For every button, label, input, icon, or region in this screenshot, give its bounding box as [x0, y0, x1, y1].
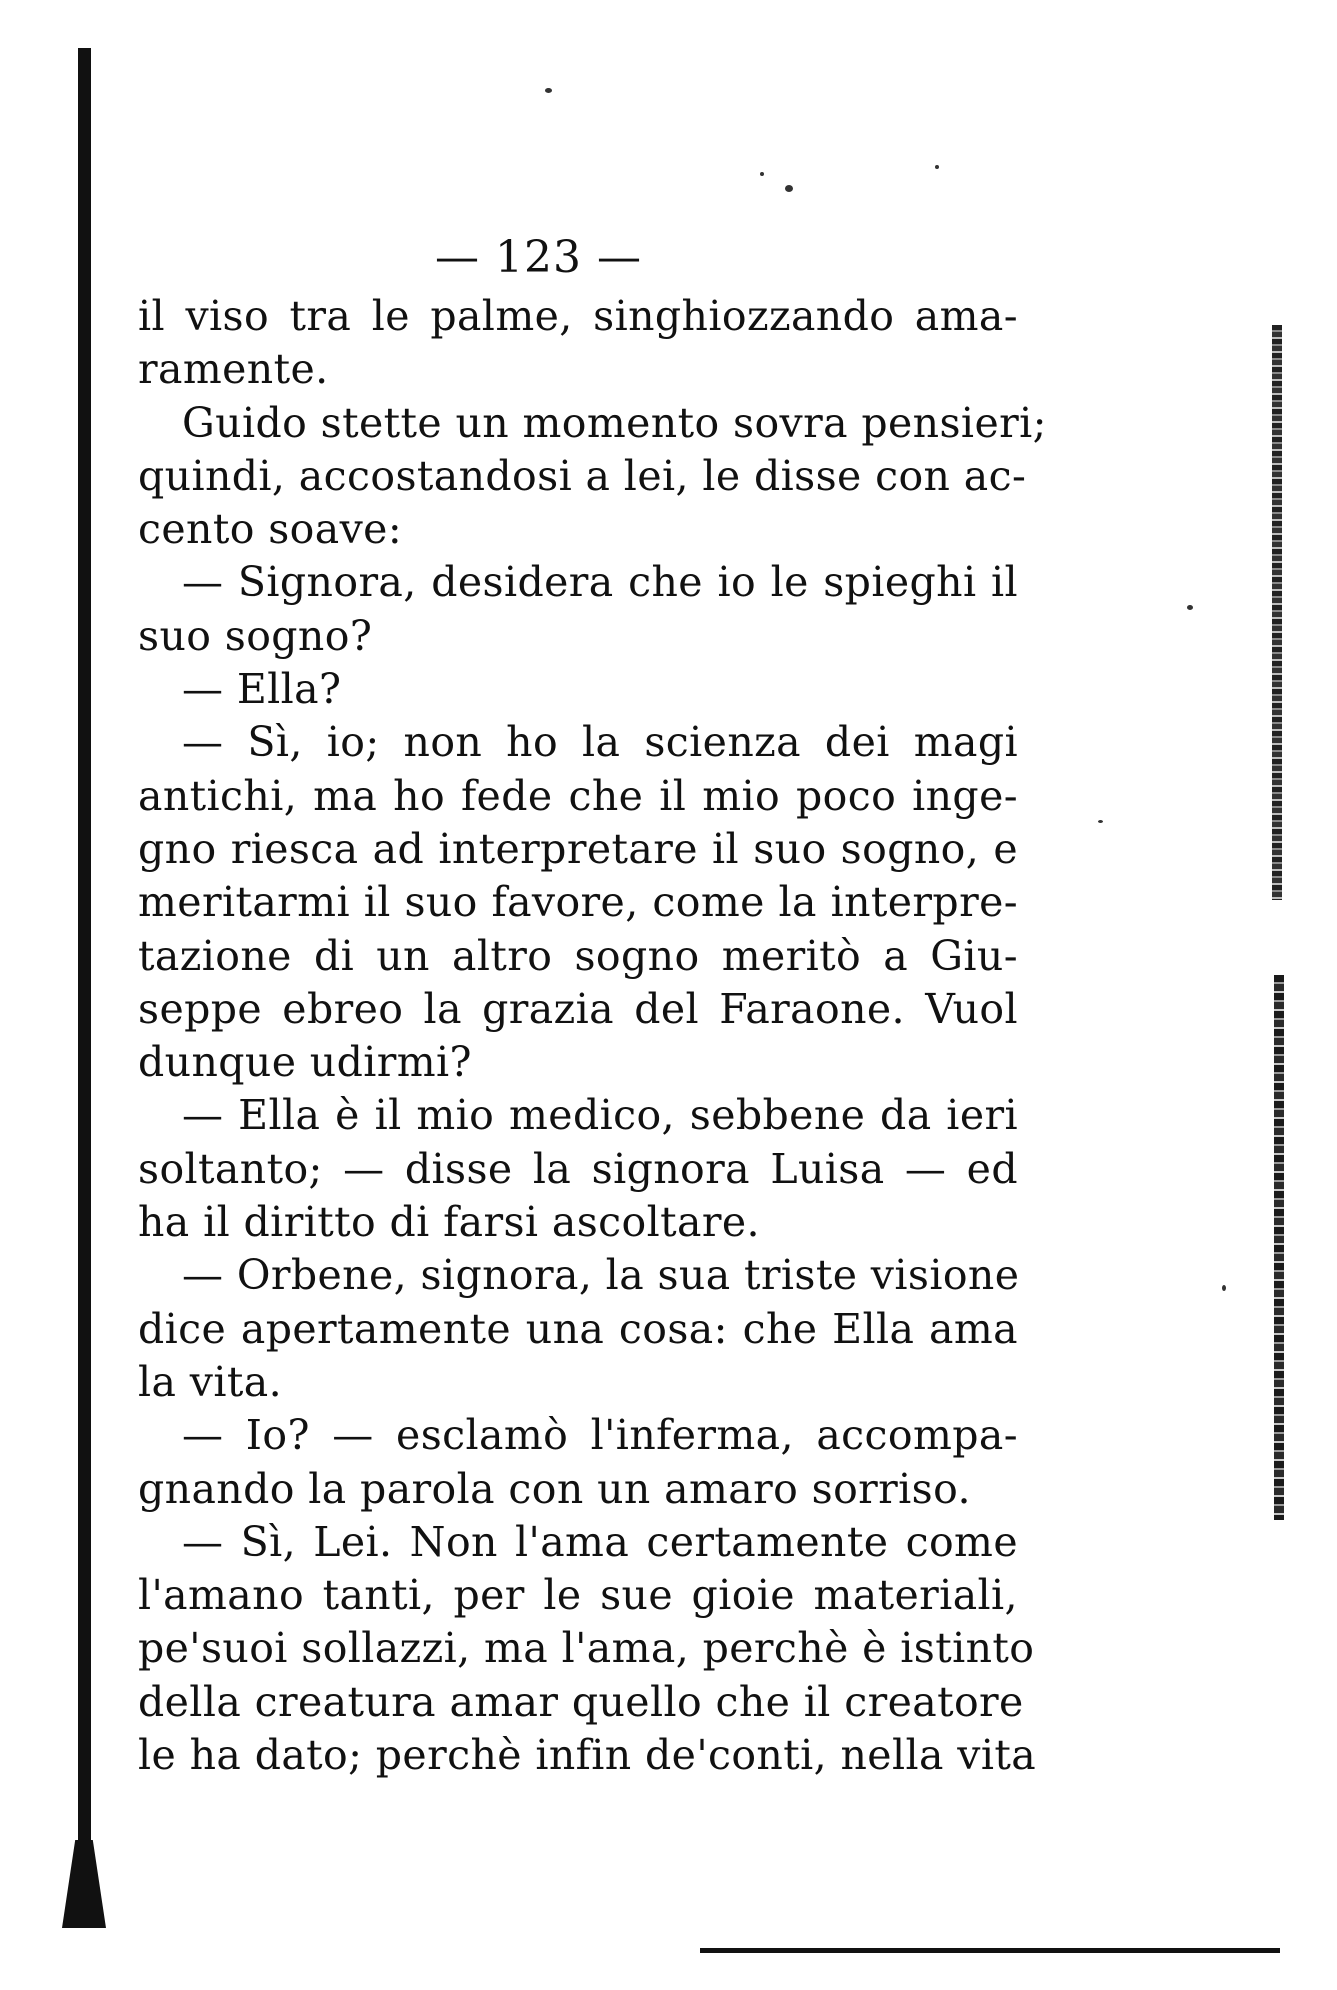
- text-line: ha il diritto di farsi ascoltare.: [138, 1198, 760, 1247]
- body-text: [138, 290, 1047, 1782]
- text-line: il viso tra le palme, singhiozzando ama-: [138, 292, 1018, 340]
- text-line: l'amano tanti, per le sue gioie materiali,: [138, 1571, 1018, 1620]
- text-line: dunque udirmi?: [138, 1038, 472, 1087]
- page-edge-strip-lower: [1274, 975, 1284, 1520]
- text-line: — Sì, Lei. Non l'ama certamente come: [182, 1517, 1018, 1566]
- text-line: — Io? — esclamò l'inferma, accompa-: [182, 1411, 1018, 1460]
- text-line: — Ella è il mio medico, sebbene da ieri: [182, 1091, 1018, 1140]
- text-line: — Signora, desidera che io le spieghi il: [182, 558, 1018, 607]
- scan-speck: [1222, 1285, 1226, 1291]
- scan-speck: [760, 172, 764, 176]
- page-binding-edge: [78, 48, 91, 1918]
- text-line: quindi, accostandosi a lei, le disse con ac-: [138, 451, 1027, 500]
- scan-speck: [1098, 820, 1103, 823]
- text-line: pe'suoi sollazzi, ma l'ama, perchè è istinto: [138, 1624, 1035, 1673]
- text-line: gno riesca ad interpretare il suo sogno, e: [138, 824, 1018, 873]
- text-line: soltanto; — disse la signora Luisa — ed: [138, 1144, 1018, 1193]
- text-line: della creatura amar quello che il creatore: [138, 1677, 1024, 1726]
- page-binding-foot: [62, 1840, 106, 1928]
- text-line: — Orbene, signora, la sua triste visione: [182, 1251, 1020, 1300]
- text-line: cento soave:: [138, 505, 403, 554]
- scan-speck: [1187, 605, 1193, 610]
- text-line: ramente.: [138, 345, 329, 394]
- scan-speck: [785, 185, 793, 192]
- page-number: — 123 —: [435, 232, 642, 283]
- text-line: seppe ebreo la grazia del Faraone. Vuol: [138, 984, 1018, 1033]
- text-line: le ha dato; perchè infin de'conti, nella vita: [138, 1731, 1037, 1780]
- scan-speck: [935, 165, 939, 169]
- text-line: — Sì, io; non ho la scienza dei magi: [182, 718, 1018, 767]
- page-edge-strip-upper: [1272, 325, 1282, 900]
- page-bottom-rule: [700, 1948, 1280, 1953]
- text-line: suo sogno?: [138, 611, 373, 660]
- text-line: — Ella?: [182, 665, 342, 714]
- text-line: la vita.: [138, 1357, 283, 1406]
- text-line: Guido stette un momento sovra pensieri;: [182, 398, 1047, 447]
- text-line: gnando la parola con un amaro sorriso.: [138, 1464, 971, 1513]
- scan-speck: [545, 88, 552, 93]
- text-line: antichi, ma ho fede che il mio poco inge-: [138, 771, 1018, 820]
- text-line: dice apertamente una cosa: che Ella ama: [138, 1304, 1018, 1353]
- text-line: tazione di un altro sogno meritò a Giu-: [138, 931, 1018, 980]
- text-line: meritarmi il suo favore, come la interpre-: [138, 878, 1018, 927]
